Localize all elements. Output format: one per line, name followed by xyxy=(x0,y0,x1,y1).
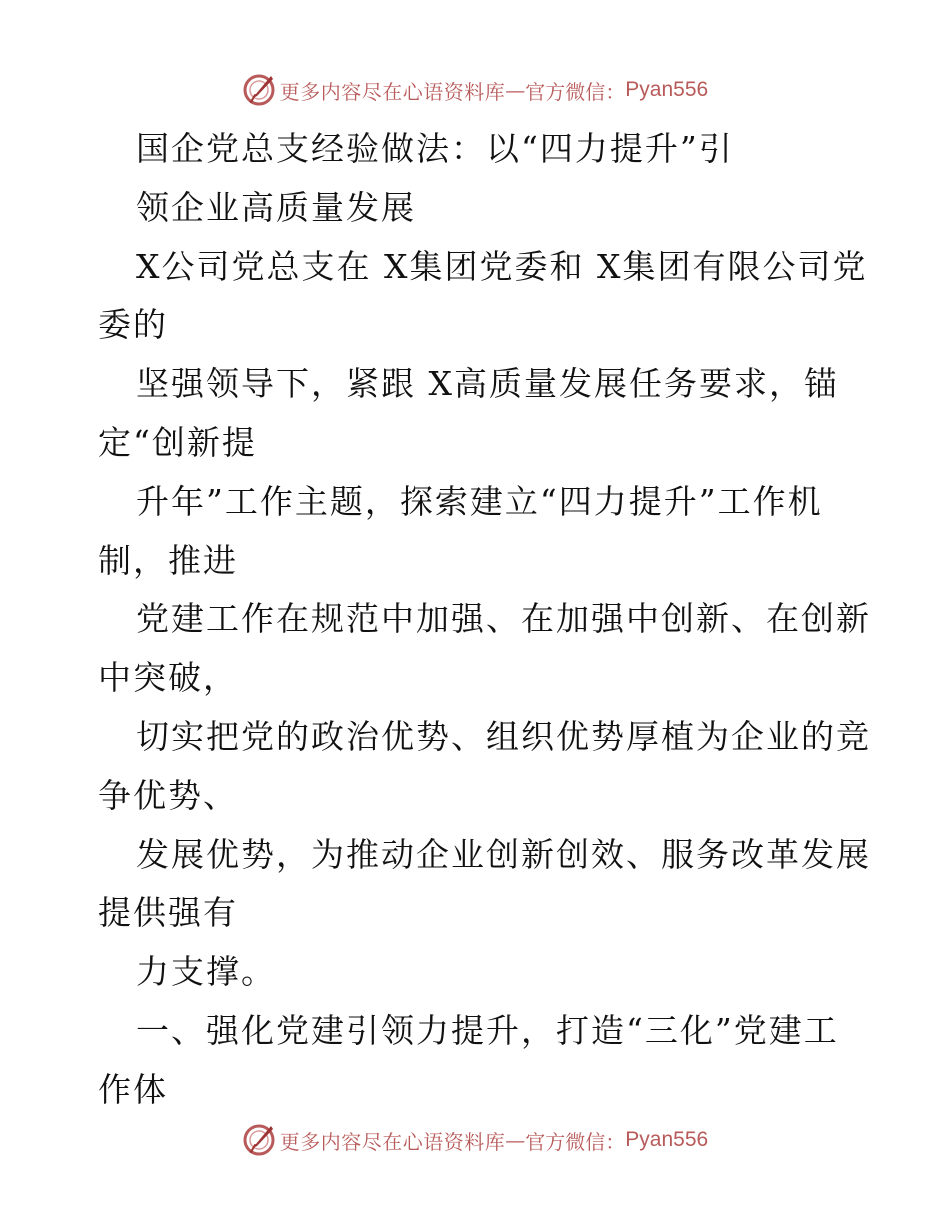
quill-pen-icon xyxy=(242,73,276,107)
banner-text: 更多内容尽在心语资料库 xyxy=(279,79,506,104)
paragraph-line: 发展优势，为推动企业创新创效、服务改革发展 xyxy=(136,834,871,874)
banner-wechat-label: 官方微信： xyxy=(525,1129,626,1154)
paragraph-line: 制，推进 xyxy=(98,540,238,580)
paragraph-line: 升年”工作主题，探索建立“四力提升”工作机 xyxy=(136,481,823,521)
banner-separator: — xyxy=(505,78,526,102)
footer-banner xyxy=(0,1120,950,1160)
paragraph-line: 争优势、 xyxy=(98,775,238,815)
banner-separator: — xyxy=(505,1128,526,1152)
paragraph-line: 委的 xyxy=(98,305,168,345)
document-body xyxy=(98,120,871,1120)
banner-wechat-label: 官方微信： xyxy=(525,79,626,104)
paragraph-line: 定“创新提 xyxy=(98,422,257,462)
banner-text: 更多内容尽在心语资料库 xyxy=(279,1129,506,1154)
banner-wechat-id: Pyan556 xyxy=(625,78,709,101)
title-line: 国企党总支经验做法：以“四力提升”引 xyxy=(136,129,734,168)
paragraph-line: 力支撑。 xyxy=(136,952,276,992)
section-heading-line: 一、强化党建引领力提升，打造“三化”党建工 xyxy=(136,1010,839,1050)
quill-pen-icon xyxy=(242,1123,276,1157)
paragraph-line: X公司党总支在 X集团党委和 X集团有限公司党 xyxy=(136,246,868,286)
paragraph-line: 中突破， xyxy=(98,658,238,698)
paragraph-line: 提供强有 xyxy=(98,893,238,933)
paragraph-line: 党建工作在规范中加强、在加强中创新、在创新 xyxy=(136,599,871,639)
section-heading-line: 作体 xyxy=(98,1069,168,1109)
paragraph-line: 切实把党的政治优势、组织优势厚植为企业的竞 xyxy=(136,716,871,756)
title-line: 领企业高质量发展 xyxy=(136,187,416,227)
header-banner xyxy=(0,70,950,110)
banner-wechat-id: Pyan556 xyxy=(625,1128,709,1151)
paragraph-line: 坚强领导下，紧跟 X高质量发展任务要求，锚 xyxy=(136,364,839,404)
